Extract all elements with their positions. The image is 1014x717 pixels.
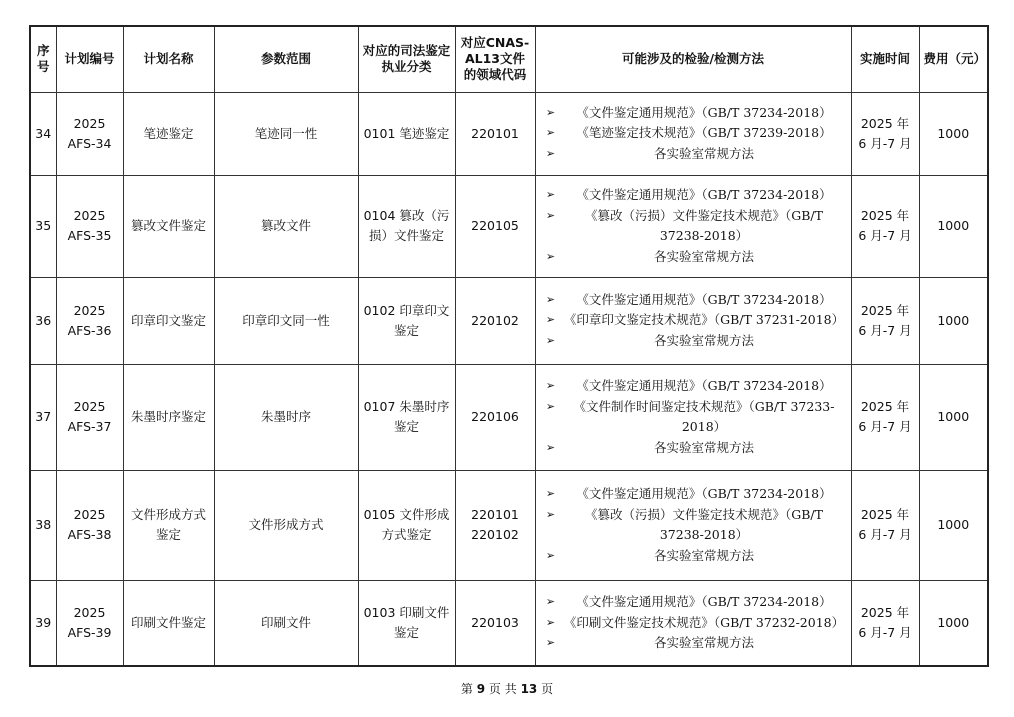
- method-item: [540, 633, 847, 654]
- method-item: [540, 185, 847, 206]
- class-code: 0107: [363, 399, 396, 414]
- methods-cell: [535, 364, 851, 470]
- param-range-cell: 文件形成方式: [214, 470, 358, 580]
- method-item: [540, 331, 847, 352]
- method-text: 《文件鉴定通用规范》（GB/T 37234-2018）: [576, 291, 832, 307]
- class-code: 0103: [363, 604, 396, 620]
- class-code: 0104: [363, 208, 396, 223]
- method-item: [540, 103, 847, 124]
- method-item: [540, 290, 847, 311]
- method-text: 《文件鉴定通用规范》（GB/T 37234-2018）: [576, 378, 832, 393]
- time-cell: 2025 年 6 月-7 月: [851, 580, 919, 666]
- seq-cell: 34: [30, 92, 56, 175]
- header-plan-no: 计划编号: [56, 26, 123, 92]
- method-item: [540, 438, 847, 459]
- method-item: [540, 310, 847, 331]
- header-row: [30, 26, 988, 92]
- table-row: [30, 580, 988, 666]
- footer-mid: 页 共: [488, 682, 517, 696]
- fee-cell: 1000: [919, 277, 988, 364]
- class-text: 朱墨时序鉴定: [393, 399, 450, 434]
- method-text: 《印刷文件鉴定技术规范》（GB/T 37232-2018）: [563, 614, 845, 630]
- method-item: [540, 546, 847, 567]
- arrow-bullet-icon: ➢: [545, 126, 556, 140]
- table-row: [30, 277, 988, 364]
- cnas-code: 220102: [471, 527, 519, 542]
- plan-name-cell: 文件形成方式鉴定: [123, 470, 214, 580]
- time-cell: 2025 年 6 月-7 月: [851, 277, 919, 364]
- table-row: [30, 175, 988, 277]
- header-methods: 可能涉及的检验/检测方法: [535, 26, 851, 92]
- header-time: 实施时间: [851, 26, 919, 92]
- method-text: 《文件鉴定通用规范》（GB/T 37234-2018）: [576, 187, 832, 202]
- fee-cell: 1000: [919, 580, 988, 666]
- method-text: 《文件鉴定通用规范》（GB/T 37234-2018）: [576, 104, 832, 120]
- class-code: 0102: [363, 302, 396, 318]
- plan-year: 2025: [73, 604, 106, 620]
- plan-code: AFS-34: [67, 135, 112, 151]
- footer-page-total: 13: [520, 682, 538, 696]
- header-fee: 费用（元）: [919, 26, 988, 92]
- seq-cell: 36: [30, 277, 56, 364]
- plan-code: AFS-35: [67, 228, 112, 243]
- plan-table: [29, 25, 989, 667]
- class-text: 笔迹鉴定: [399, 125, 450, 141]
- method-text: 各实验室常规方法: [653, 332, 754, 348]
- methods-cell: [535, 470, 851, 580]
- method-item: [540, 484, 847, 505]
- arrow-bullet-icon: ➢: [545, 188, 556, 201]
- judicial-class-cell: [358, 277, 455, 364]
- methods-cell: [535, 277, 851, 364]
- judicial-class-cell: [358, 470, 455, 580]
- method-item: [540, 144, 847, 165]
- method-item: [540, 206, 847, 247]
- page-footer: [0, 680, 1014, 697]
- method-text: 《笔迹鉴定技术规范》（GB/T 37239-2018）: [576, 125, 832, 141]
- seq-cell: 39: [30, 580, 56, 666]
- class-text: 篡改（污损）文件鉴定: [368, 208, 450, 243]
- param-range-cell: 印章印文同一性: [214, 277, 358, 364]
- arrow-bullet-icon: ➢: [545, 313, 556, 327]
- plan-year: 2025: [73, 208, 106, 223]
- method-text: 各实验室常规方法: [653, 248, 754, 264]
- footer-page-number: 9: [476, 682, 486, 696]
- method-item: [540, 397, 847, 438]
- plan-code: AFS-39: [67, 624, 112, 640]
- cnas-code-cell: [455, 277, 535, 364]
- arrow-bullet-icon: ➢: [545, 399, 556, 413]
- cnas-code-cell: [455, 580, 535, 666]
- class-text: 印章印文鉴定: [393, 302, 450, 338]
- judicial-class-cell: [358, 364, 455, 470]
- arrow-bullet-icon: ➢: [545, 507, 556, 521]
- judicial-class-cell: [358, 92, 455, 175]
- cnas-code-cell: [455, 364, 535, 470]
- arrow-bullet-icon: ➢: [545, 146, 556, 160]
- methods-cell: [535, 580, 851, 666]
- plan-no-cell: [56, 470, 123, 580]
- header-param-range: 参数范围: [214, 26, 358, 92]
- plan-year: 2025: [73, 507, 106, 522]
- method-item: [540, 247, 847, 268]
- time-cell: 2025 年 6 月-7 月: [851, 364, 919, 470]
- param-range-cell: 朱墨时序: [214, 364, 358, 470]
- param-range-cell: 篡改文件: [214, 175, 358, 277]
- arrow-bullet-icon: ➢: [545, 548, 556, 562]
- header-plan-name: 计划名称: [123, 26, 214, 92]
- plan-no-cell: [56, 175, 123, 277]
- table-row: [30, 470, 988, 580]
- time-cell: 2025 年 6 月-7 月: [851, 175, 919, 277]
- method-text: 《篡改（污损）文件鉴定技术规范》（GB/T 37238-2018）: [585, 207, 823, 243]
- seq-cell: 35: [30, 175, 56, 277]
- plan-name-cell: 印刷文件鉴定: [123, 580, 214, 666]
- arrow-bullet-icon: ➢: [545, 105, 556, 119]
- class-code: 0101: [363, 125, 396, 141]
- plan-name-cell: 朱墨时序鉴定: [123, 364, 214, 470]
- method-text: 《文件鉴定通用规范》（GB/T 37234-2018）: [576, 594, 832, 609]
- cnas-code: 220103: [471, 614, 519, 630]
- class-text: 文件形成方式鉴定: [381, 507, 450, 542]
- fee-cell: 1000: [919, 175, 988, 277]
- plan-year: 2025: [73, 302, 106, 318]
- arrow-bullet-icon: ➢: [545, 595, 556, 608]
- plan-no-cell: [56, 92, 123, 175]
- table-row: [30, 364, 988, 470]
- method-text: 各实验室常规方法: [653, 635, 754, 650]
- method-text: 各实验室常规方法: [653, 547, 754, 563]
- method-text: 各实验室常规方法: [653, 145, 754, 161]
- arrow-bullet-icon: ➢: [545, 615, 556, 629]
- cnas-code: 220105: [471, 218, 519, 233]
- methods-cell: [535, 175, 851, 277]
- fee-cell: 1000: [919, 92, 988, 175]
- time-cell: 2025 年 6 月-7 月: [851, 470, 919, 580]
- method-text: 《文件制作时间鉴定技术规范》（GB/T 37233-2018）: [573, 398, 835, 434]
- plan-name-cell: 笔迹鉴定: [123, 92, 214, 175]
- footer-prefix: 第: [460, 682, 473, 696]
- arrow-bullet-icon: ➢: [545, 636, 556, 649]
- fee-cell: 1000: [919, 364, 988, 470]
- method-text: 《文件鉴定通用规范》（GB/T 37234-2018）: [576, 486, 832, 501]
- method-text: 《印章印文鉴定技术规范》（GB/T 37231-2018）: [563, 312, 845, 328]
- plan-year: 2025: [73, 399, 106, 414]
- arrow-bullet-icon: ➢: [545, 208, 556, 222]
- cnas-code-cell: [455, 92, 535, 175]
- method-item: [540, 123, 847, 144]
- seq-cell: 37: [30, 364, 56, 470]
- table-row: [30, 92, 988, 175]
- method-item: [540, 376, 847, 397]
- methods-cell: [535, 92, 851, 175]
- method-text: 《篡改（污损）文件鉴定技术规范》（GB/T 37238-2018）: [585, 506, 823, 542]
- plan-code: AFS-37: [67, 419, 112, 434]
- judicial-class-cell: [358, 580, 455, 666]
- arrow-bullet-icon: ➢: [545, 487, 556, 500]
- footer-suffix: 页: [541, 682, 554, 696]
- cnas-code: 220101: [471, 507, 519, 522]
- cnas-code: 220101: [471, 125, 519, 141]
- plan-no-cell: [56, 580, 123, 666]
- plan-name-cell: 篡改文件鉴定: [123, 175, 214, 277]
- judicial-class-cell: [358, 175, 455, 277]
- cnas-code-cell: [455, 470, 535, 580]
- arrow-bullet-icon: ➢: [545, 440, 556, 454]
- arrow-bullet-icon: ➢: [545, 292, 556, 306]
- cnas-code: 220102: [471, 312, 519, 328]
- method-item: [540, 613, 847, 634]
- header-cnas-code: 对应CNAS-AL13文件的领域代码: [455, 26, 535, 92]
- class-text: 印刷文件鉴定: [393, 604, 450, 640]
- arrow-bullet-icon: ➢: [545, 333, 556, 347]
- seq-cell: 38: [30, 470, 56, 580]
- method-item: [540, 592, 847, 613]
- header-judicial-class: 对应的司法鉴定执业分类: [358, 26, 455, 92]
- method-text: 各实验室常规方法: [653, 439, 754, 455]
- cnas-code: 220106: [471, 409, 519, 424]
- plan-year: 2025: [73, 115, 106, 131]
- plan-code: AFS-36: [67, 322, 112, 338]
- param-range-cell: 印刷文件: [214, 580, 358, 666]
- time-cell: 2025 年 6 月-7 月: [851, 92, 919, 175]
- plan-no-cell: [56, 277, 123, 364]
- header-seq: 序号: [30, 26, 56, 92]
- plan-name-cell: 印章印文鉴定: [123, 277, 214, 364]
- plan-code: AFS-38: [67, 527, 112, 542]
- plan-no-cell: [56, 364, 123, 470]
- param-range-cell: 笔迹同一性: [214, 92, 358, 175]
- method-item: [540, 505, 847, 546]
- arrow-bullet-icon: ➢: [545, 379, 556, 392]
- class-code: 0105: [363, 507, 396, 522]
- cnas-code-cell: [455, 175, 535, 277]
- fee-cell: 1000: [919, 470, 988, 580]
- arrow-bullet-icon: ➢: [545, 249, 556, 263]
